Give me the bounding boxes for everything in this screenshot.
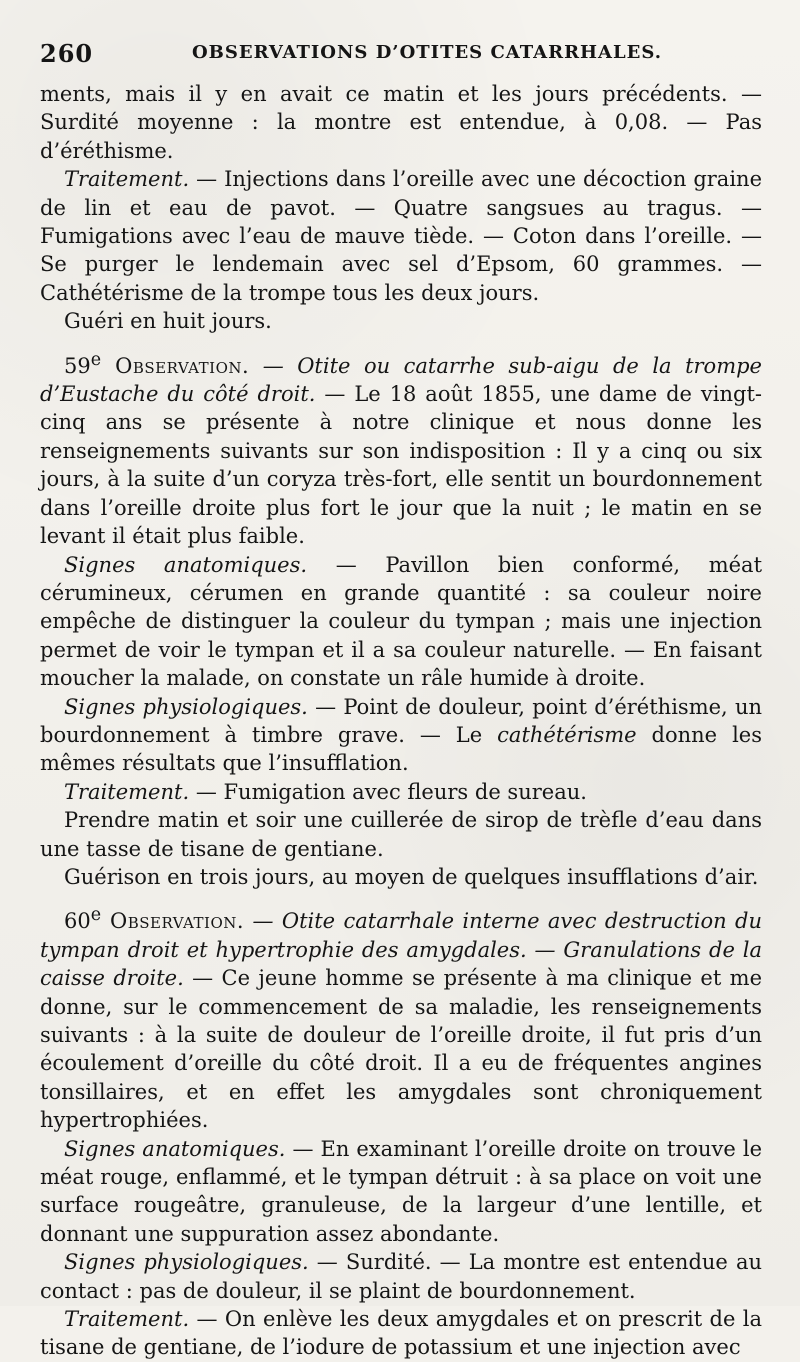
observation-title: — Otite ou catarrhe sub-aigu de la trompe d’Eustache du côté droit. <box>40 353 762 407</box>
physiological-signs-59 <box>40 693 762 778</box>
healing-paragraph <box>40 863 762 891</box>
paragraph-text: — En examinant l’oreille droite on trouve le méat rouge, enflammé, et le tympan détruit : à sa place on voit une surface rougeâtre, granuleuse, de la largeur d’une lentille, et donnant une suppuration assez abondante. <box>40 1136 762 1246</box>
paragraph-text: Guéri en huit jours. <box>64 309 272 334</box>
paragraph-text: — Pavillon bien conformé, méat cérumineux, cérumen en grande quantité : sa couleur noire empêche de distinguer la couleur du tympan ; mais une injection permet de voir le tympan et il a sa couleur naturelle. — En faisant moucher la malade, on constate un râle humide à droite. <box>40 552 763 691</box>
emphasized-term: cathétérisme <box>497 722 637 747</box>
treatment-59 <box>40 778 762 806</box>
ordinal-suffix: e <box>90 905 102 926</box>
body-text <box>40 80 762 1362</box>
observation-59-heading <box>40 346 762 551</box>
page-number: 260 <box>40 39 94 68</box>
paragraph-text: — Injections dans l’oreille avec une décoction graine de lin et eau de pavot. — Quatre sangsues au tragus. — Fumigations avec l’eau de mauve tiède. — Coton dans l’oreille. — Se purger le lendemain avec sel d’Epsom, 60 grammes. — Cathétérisme de la trompe tous les deux jours. <box>40 167 762 305</box>
observation-label: Observation. <box>101 353 250 378</box>
observation-number: 60 <box>64 909 91 934</box>
anatomical-signs-60 <box>40 1135 762 1249</box>
result-paragraph <box>40 307 762 335</box>
observation-label: Observation. <box>101 909 245 934</box>
physiological-signs-60 <box>40 1248 762 1305</box>
treatment-60 <box>40 1305 762 1362</box>
section-label: Signes anatomiques. <box>64 552 308 577</box>
paragraph-text: ments, mais il y en avait ce matin et les jours précédents. — Surdité moyenne : la montre est entendue, à 0,08. — Pas d’éréthisme. <box>40 82 762 163</box>
observation-60-heading <box>40 901 762 1134</box>
section-label: Signes physiologiques. <box>64 1250 309 1275</box>
section-label: Traitement. <box>64 1307 190 1332</box>
paragraph-text: — On enlève les deux amygdales et on prescrit de la tisane de gentiane, de l’iodure de potassium et une injection avec <box>40 1307 762 1360</box>
prescription-paragraph <box>40 806 762 863</box>
paragraph-text: — Surdité. — La montre est entendue au contact : pas de douleur, il se plaint de bourdonnement. <box>40 1250 762 1303</box>
paragraph-continuation <box>40 80 762 165</box>
paragraph-text: Guérison en trois jours, au moyen de quelques insufflations d’air. <box>64 864 759 889</box>
ordinal-suffix: e <box>90 349 102 370</box>
section-label: Signes physiologiques. <box>64 694 308 719</box>
paragraph-text: — Fumigation avec fleurs de sureau. <box>189 779 587 804</box>
section-label: Signes anatomiques. <box>64 1136 286 1161</box>
treatment-paragraph <box>40 165 762 307</box>
paragraph-text: — Point de douleur, point d’éréthisme, un bourdonnement à timbre grave. — Le <box>40 694 762 747</box>
anatomical-signs-59 <box>40 551 762 693</box>
observation-number: 59 <box>64 353 91 378</box>
paragraph-text: — Le 18 août 1855, une dame de vingt-cinq ans se présente à notre clinique et nous donne les renseignements suivants sur son indisposition : Il y a cinq ou six jours, à la suite d’un coryza très-fort, elle sentit un bourdonnement dans l’oreille droite plus fort le jour que la nuit ; le matin en se levant il était plus faible. <box>40 382 762 549</box>
page-header <box>40 28 762 76</box>
section-label: Traitement. <box>64 779 190 804</box>
observation-title: — Otite catarrhale interne avec destruction du tympan droit et hypertrophie des amygdales. — Granulations de la caisse droite. <box>40 909 762 991</box>
paragraph-text: Prendre matin et soir une cuillerée de sirop de trèfle d’eau dans une tasse de tisane de gentiane. <box>40 808 762 861</box>
running-head: OBSERVATIONS D’OTITES CATARRHALES. <box>192 42 663 63</box>
paragraph-text: donne les mêmes résultats que l’insufflation. <box>40 722 762 776</box>
section-label: Traitement. <box>64 167 190 192</box>
paragraph-text: — Ce jeune homme se présente à ma clinique et me donne, sur le commencement de sa maladie, les renseignements suivants : à la suite de douleur de l’oreille droite, il fut pris d’un écoulement d’oreille du côté droit. Il a eu de fréquentes angines tonsillaires, et en effet les amygdales sont chroniquement hypertrophiées. <box>40 966 762 1133</box>
